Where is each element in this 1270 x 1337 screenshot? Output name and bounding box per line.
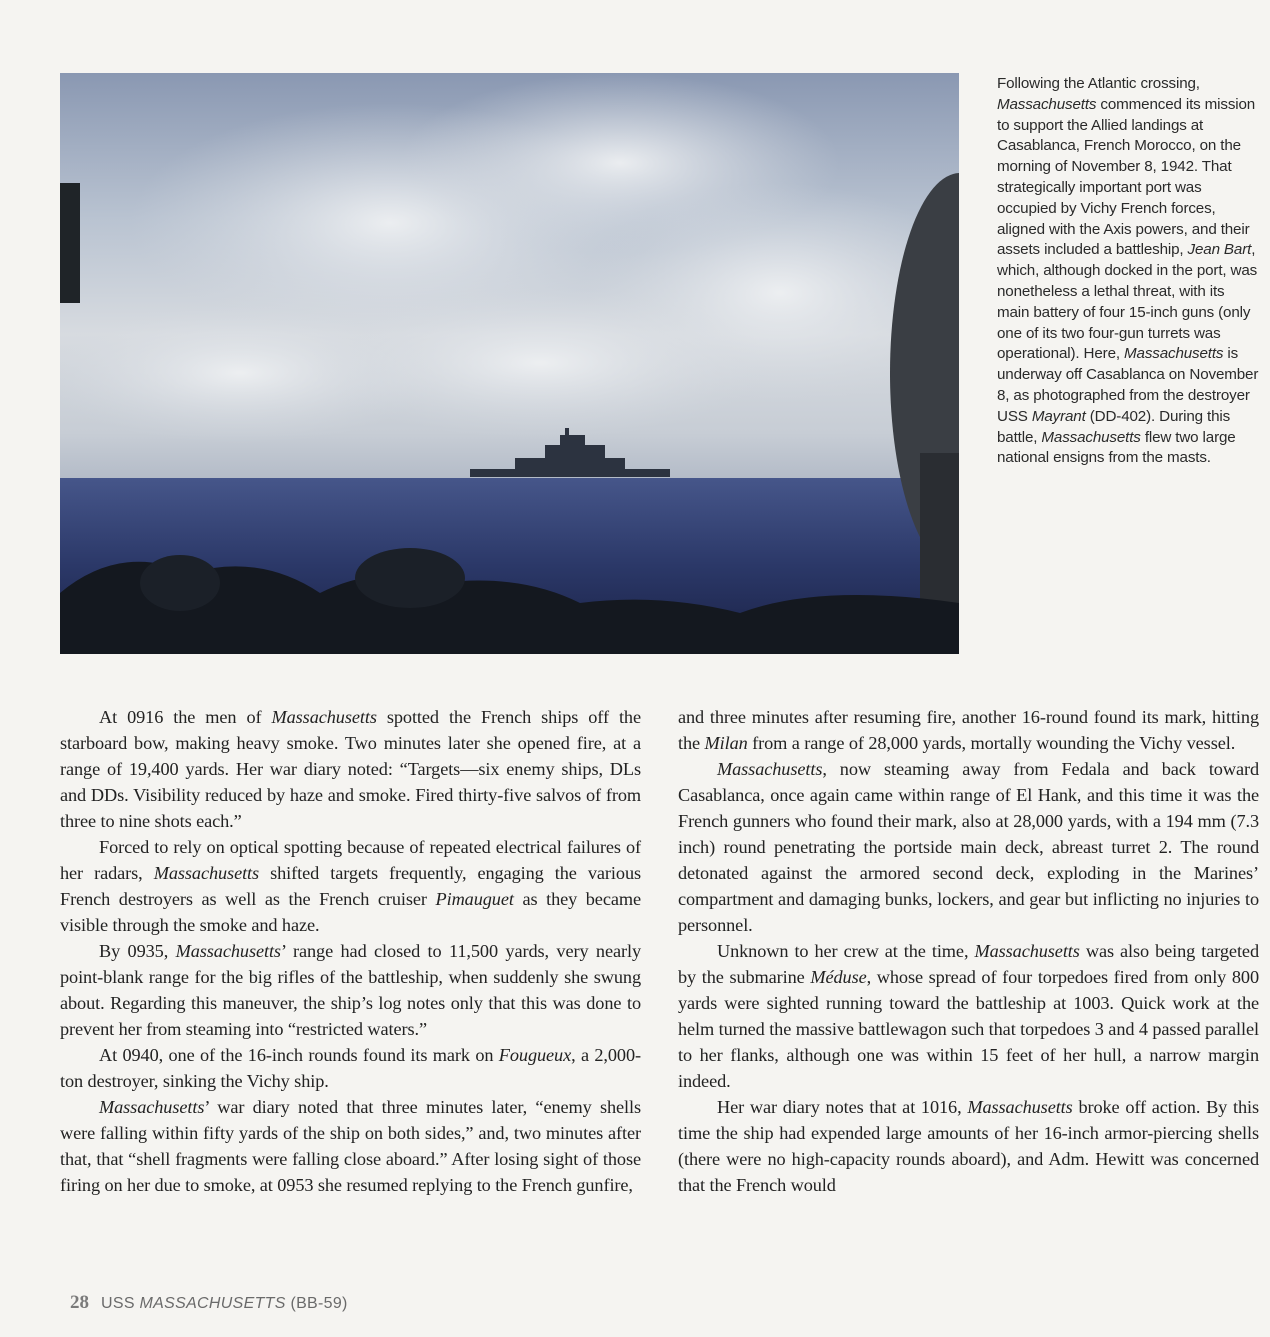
paragraph bbox=[678, 938, 1259, 1094]
text-segment: At 0940, one of the 16-inch rounds found its mark on bbox=[99, 1045, 499, 1065]
text-segment: Forced to rely on optical spotting because of repeated electrical failures of her radars, bbox=[60, 837, 641, 883]
ship-name: Massachusetts bbox=[1124, 345, 1224, 363]
ship-name: Fougueux bbox=[498, 1045, 572, 1065]
text-segment: broke off action. By this time the ship had expended large amounts of her 16-inch armor-piercing shells (there were no high-capacity rounds aboard), and Adm. Hewitt was concerned that the French would bbox=[678, 1097, 1259, 1195]
caption-segment: commenced its mission to support the Allied landings at Casablanca, French Morocco, on the morning of November 8, 1942. That strategically important port was occupied by Vichy French forces, aligned with the Axis powers, and their assets included a battleship, bbox=[997, 95, 1256, 259]
ship-name: Massachusetts bbox=[997, 95, 1097, 113]
ship-name: Pimauguet bbox=[435, 889, 514, 909]
ship-name: Massachusetts bbox=[1041, 428, 1141, 446]
text-segment: At 0916 the men of bbox=[99, 707, 272, 727]
paragraph bbox=[60, 1042, 641, 1094]
ship-name: Méduse bbox=[810, 967, 867, 987]
ship-name: Massachusetts bbox=[175, 941, 281, 961]
ship-name: Massachusetts bbox=[153, 863, 260, 883]
ship-name: Massachusetts bbox=[717, 759, 823, 779]
text-segment: , now steaming away from Fedala and back toward Casablanca, once again came within range of El Hank, and this time it was the French gunners who found their mark, also at 28,000 yards, with a 194 mm (7.3 inch) round penetrating the portside main deck, abreast turret 2. The round detonated against the armored second deck, exploding in the Marines’ compartment and damaging bunks, lockers, and gear but inflicting no injuries to personnel. bbox=[678, 759, 1259, 935]
paragraph bbox=[678, 756, 1259, 938]
text-segment: ’ war diary noted that three minutes later, “enemy shells were falling within fifty yards of the ship on both sides,” and, two minutes after that, that “shell fragments were falling close aboard.” After losing sight of those firing on her due to smoke, at 0953 she resumed replying to the French gunfire, bbox=[60, 1097, 641, 1195]
caption-segment: , which, although docked in the port, was nonetheless a lethal threat, with its main battery of four 15-inch guns (only one of its two four-gun turrets was operational). Here, bbox=[997, 241, 1258, 363]
ship-name: Milan bbox=[704, 733, 748, 753]
text-segment: was also being targeted by the submarine bbox=[678, 941, 1259, 987]
paragraph bbox=[60, 1094, 641, 1198]
title-suffix: (BB-59) bbox=[285, 1295, 348, 1312]
ship-name: Jean Bart bbox=[1187, 241, 1252, 259]
photo-illustration bbox=[60, 73, 959, 654]
caption-segment: (DD-402). During this battle, bbox=[997, 407, 1231, 446]
ship-name: Massachusetts bbox=[967, 1097, 1073, 1117]
paragraph bbox=[60, 834, 641, 938]
caption-segment: flew two large national ensigns from the masts. bbox=[997, 428, 1236, 467]
body-column-right bbox=[678, 704, 1259, 1198]
text-segment: shifted targets frequently, engaging the various French destroyers as well as the French cruiser bbox=[60, 863, 641, 909]
text-segment: Unknown to her crew at the time, bbox=[717, 941, 975, 961]
battleship-photo bbox=[60, 73, 959, 654]
text-segment: from a range of 28,000 yards, mortally wounding the Vichy vessel. bbox=[747, 733, 1236, 753]
text-segment: and three minutes after resuming fire, another 16-round found its mark, hitting the bbox=[678, 707, 1259, 753]
caption-segment: is underway off Casablanca on November 8, as photographed from the destroyer USS bbox=[997, 345, 1259, 425]
caption-segment: Following the Atlantic crossing, bbox=[997, 75, 1200, 92]
page-number: 28 bbox=[70, 1292, 89, 1313]
ship-name: Mayrant bbox=[1031, 407, 1086, 425]
ship-name: Massachusetts bbox=[99, 1097, 205, 1117]
caption-text bbox=[997, 74, 1259, 469]
text-segment: as they became visible through the smoke and haze. bbox=[60, 889, 641, 935]
paragraph bbox=[678, 704, 1259, 756]
running-title bbox=[101, 1295, 348, 1313]
page-footer bbox=[70, 1292, 348, 1314]
text-segment: By 0935, bbox=[99, 941, 176, 961]
title-prefix: USS bbox=[101, 1295, 140, 1312]
ship-name: Massachusetts bbox=[974, 941, 1080, 961]
text-segment: ’ range had closed to 11,500 yards, very nearly point-blank range for the big rifles of the battleship, when suddenly she swung about. Regarding this maneuver, the ship’s log notes only that this was done to prevent her from steaming into “restricted waters.” bbox=[60, 941, 641, 1039]
text-segment: Her war diary notes that at 1016, bbox=[717, 1097, 968, 1117]
paragraph bbox=[60, 938, 641, 1042]
text-segment: , whose spread of four torpedoes fired from only 800 yards were sighted running toward the battleship at 1003. Quick work at the helm turned the massive battlewagon such that torpedoes 3 and 4 passed parallel to her flanks, although one was within 15 feet of her hull, a narrow margin indeed. bbox=[678, 967, 1260, 1091]
photo-caption bbox=[997, 74, 1259, 469]
text-segment: spotted the French ships off the starboard bow, making heavy smoke. Two minutes later she opened fire, at a range of 19,400 yards. Her war diary noted: “Targets—six enemy ships, DLs and DDs. Visibility reduced by haze and smoke. Fired thirty-five salvos of from three to nine shots each.” bbox=[60, 707, 641, 831]
title-ship: MASSACHUSETTS bbox=[139, 1295, 286, 1312]
ship-name: Massachusetts bbox=[271, 707, 377, 727]
paragraph bbox=[678, 1094, 1259, 1198]
text-segment: , a 2,000-ton destroyer, sinking the Vichy ship. bbox=[60, 1045, 641, 1091]
paragraph bbox=[60, 704, 641, 834]
body-column-left bbox=[60, 704, 641, 1198]
